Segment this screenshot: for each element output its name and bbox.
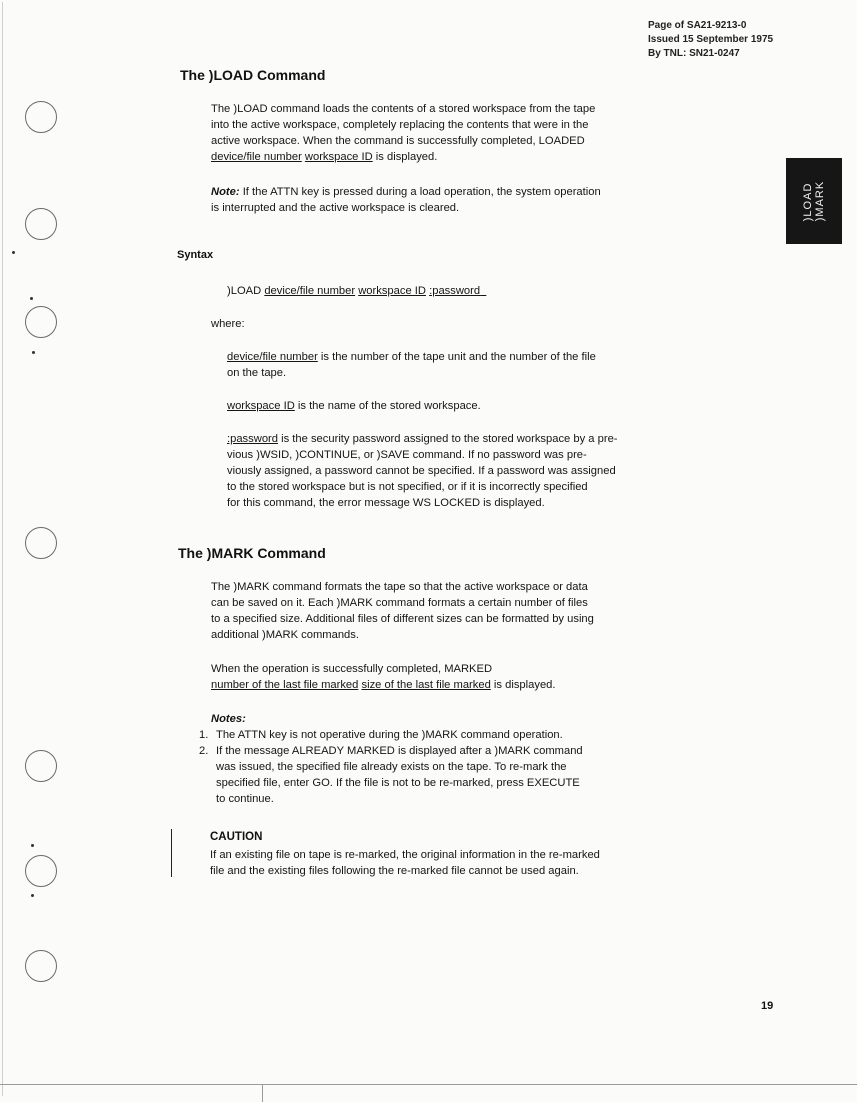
text-line: to the stored workspace but is not specified, or if it is incorrectly specified xyxy=(227,481,588,493)
binder-hole xyxy=(25,306,57,338)
mark-notes xyxy=(199,711,595,807)
underlined-term: workspace ID xyxy=(227,400,295,412)
text-line: on the tape. xyxy=(227,367,287,379)
text-line: :password is the security password assigned to the stored workspace by a pre- xyxy=(227,433,618,445)
text-line: into the active workspace, completely replacing the contents that were in the xyxy=(211,119,589,131)
text-line: is interrupted and the active workspace is cleared. xyxy=(211,202,460,214)
underlined-term: device/file number xyxy=(264,285,356,297)
mark-intro-paragraph xyxy=(211,579,594,643)
load-note xyxy=(211,184,601,216)
binder-hole xyxy=(25,855,57,887)
tab-label xyxy=(802,181,826,221)
underlined-term: size of the last file marked xyxy=(361,679,491,691)
text-line: additional )MARK commands. xyxy=(211,629,359,641)
definition-workspace-id xyxy=(227,398,481,414)
note-number: 2. xyxy=(199,745,209,757)
text-line: The )LOAD command loads the contents of a stored workspace from the tape xyxy=(211,103,596,115)
specks xyxy=(30,297,33,300)
notes-label: Notes: xyxy=(211,713,246,725)
underlined-term: :password xyxy=(227,433,278,445)
text-line: active workspace. When the command is successfully completed, LOADED xyxy=(211,135,585,147)
text-line: device/file number workspace ID is displayed. xyxy=(211,151,438,163)
binder-hole xyxy=(25,208,57,240)
header-issued: Issued 15 September 1975 xyxy=(648,34,774,45)
text-line: workspace ID is the name of the stored workspace. xyxy=(227,400,481,412)
text-line: number of the last file marked size of the last file marked is displayed. xyxy=(211,679,556,691)
specks xyxy=(32,351,35,354)
text-line: can be saved on it. Each )MARK command formats a certain number of files xyxy=(211,597,588,609)
specks xyxy=(12,251,15,254)
note-number: 1. xyxy=(199,729,209,741)
caution-heading: CAUTION xyxy=(210,831,263,843)
mark-completed-paragraph xyxy=(211,661,556,693)
note-item: 2. If the message ALREADY MARKED is displayed after a )MARK command xyxy=(199,745,583,757)
text-line: to a specified size. Additional files of different sizes can be formatted by using xyxy=(211,613,594,625)
text-line: vious )WSID, )CONTINUE, or )SAVE command. If no password was pre- xyxy=(227,449,587,461)
header-tnl: By TNL: SN21-0247 xyxy=(648,48,740,59)
header-page-of: Page of SA21-9213-0 xyxy=(648,20,747,31)
underlined-term: workspace ID xyxy=(304,151,373,163)
underlined-term: workspace ID xyxy=(358,285,426,297)
text-line: specified file, enter GO. If the file is not to be re-marked, press EXECUTE xyxy=(216,777,580,789)
specks xyxy=(31,894,34,897)
underlined-term: device/file number xyxy=(227,351,318,363)
revision-bar xyxy=(171,829,172,877)
text-line: device/file number is the number of the tape unit and the number of the file xyxy=(227,351,596,363)
text-line xyxy=(211,711,595,727)
text-line: file and the existing files following the re-marked file cannot be used again. xyxy=(210,865,579,877)
load-intro-paragraph xyxy=(211,101,595,165)
binder-hole xyxy=(25,750,57,782)
load-section-title: The )LOAD Command xyxy=(180,67,326,83)
tab-label-mark: )MARK xyxy=(814,180,826,222)
page-number: 19 xyxy=(761,1000,774,1012)
syntax-command xyxy=(227,283,486,299)
bottom-tick xyxy=(262,1084,263,1102)
text-line: When the operation is successfully completed, MARKED xyxy=(211,663,493,675)
binder-hole xyxy=(25,101,57,133)
text-line: viously assigned, a password cannot be specified. If a password was assigned xyxy=(227,465,616,477)
note-label: Note: xyxy=(211,186,240,198)
mark-section-title: The )MARK Command xyxy=(178,545,326,561)
text-line: Note: If the ATTN key is pressed during a load operation, the system operation xyxy=(211,186,601,198)
document-header xyxy=(648,19,773,61)
text-line: was issued, the specified file already exists on the tape. To re-mark the xyxy=(216,761,567,773)
definition-device-file-number xyxy=(227,349,596,381)
text-line: If an existing file on tape is re-marked, the original information in the re-marked xyxy=(210,849,600,861)
text-line: The )MARK command formats the tape so that the active workspace or data xyxy=(211,581,588,593)
definition-password xyxy=(227,431,618,511)
underlined-term: :password xyxy=(429,285,481,297)
binder-hole xyxy=(25,527,57,559)
note-item: 1. The ATTN key is not operative during the )MARK command operation. xyxy=(199,729,563,741)
syntax-heading: Syntax xyxy=(177,249,214,261)
text-line: )LOAD device/file number workspace ID :password xyxy=(227,285,481,297)
bottom-rule xyxy=(0,1084,857,1085)
tab-label-load: )LOAD xyxy=(802,182,814,222)
underlined-term: number of the last file marked xyxy=(211,679,359,691)
underlined-term: device/file number xyxy=(211,151,302,163)
section-thumb-tab xyxy=(786,158,842,244)
page-border xyxy=(2,2,855,1096)
text-line: for this command, the error message WS LOCKED is displayed. xyxy=(227,497,545,509)
specks xyxy=(31,844,34,847)
where-label: where: xyxy=(211,318,245,330)
binder-hole xyxy=(25,950,57,982)
text-line: to continue. xyxy=(216,793,274,805)
caution-text xyxy=(210,847,600,879)
